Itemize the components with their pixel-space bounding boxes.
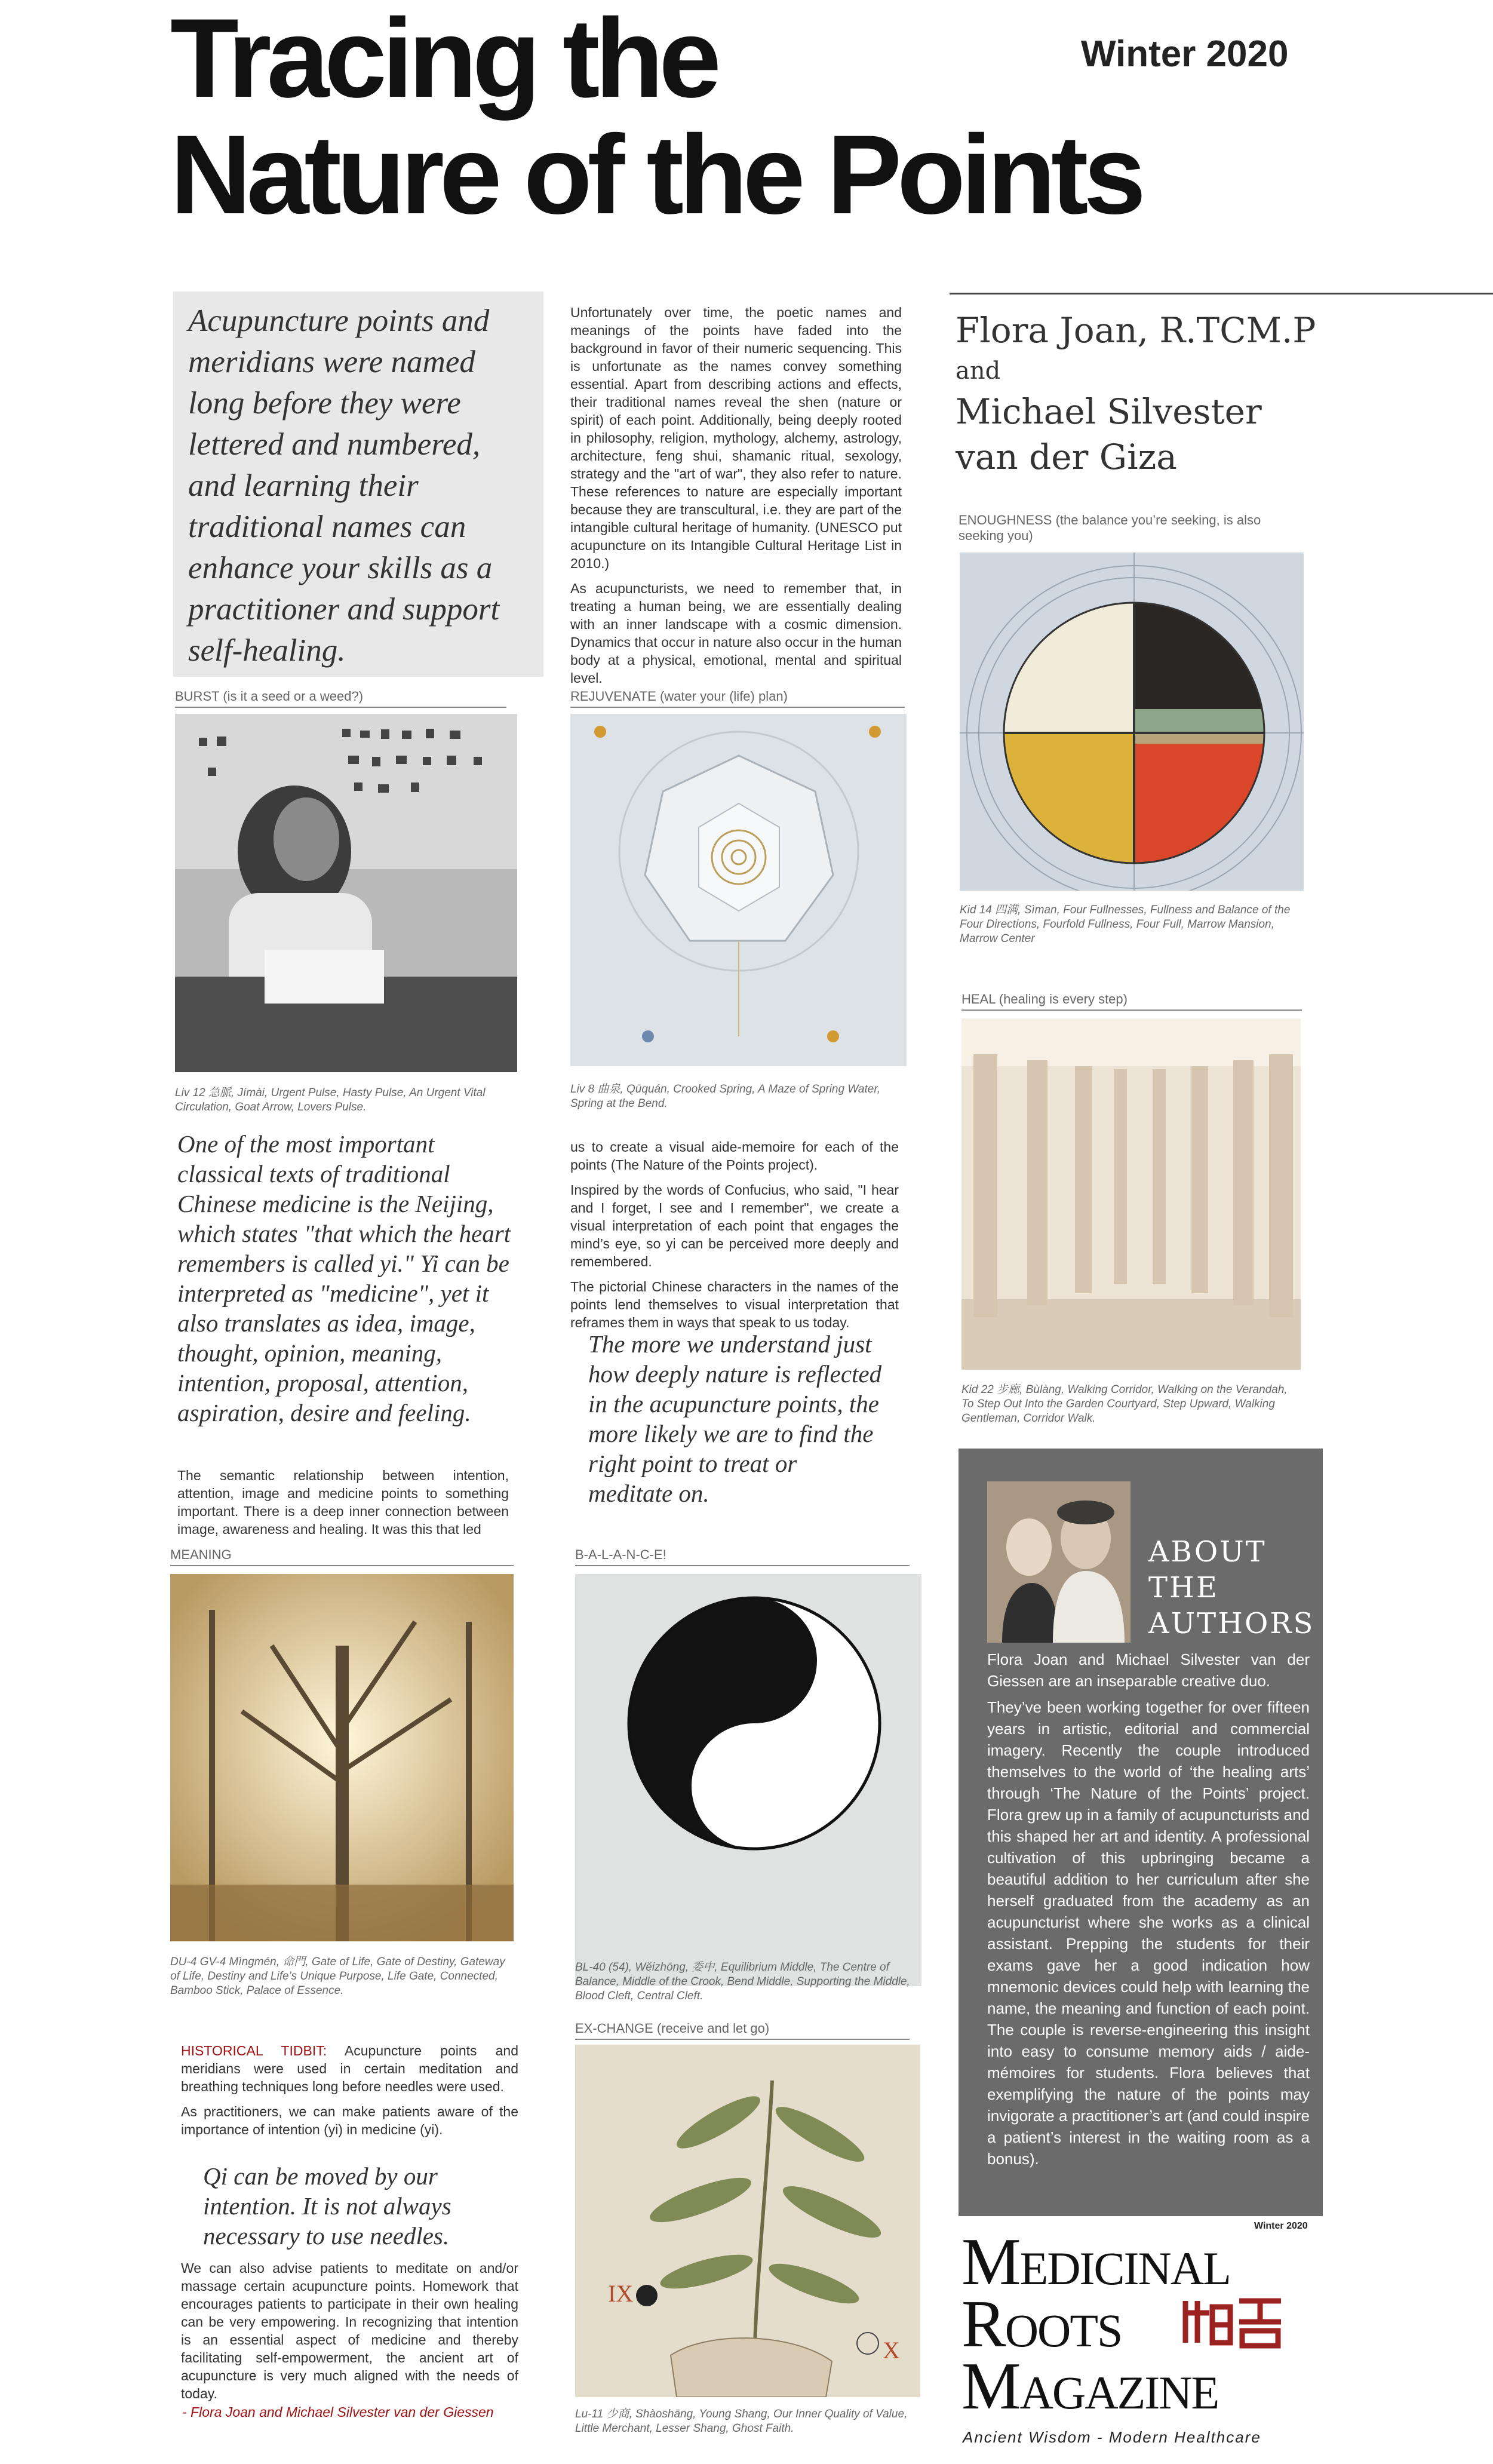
- paragraph: us to create a visual aide-memoire for each of the points (The Nature of the Points project).: [570, 1139, 899, 1173]
- logo-line-3: Magazine: [961, 2349, 1219, 2423]
- neijing-pull-quote: One of the most important classical texts of traditional Chinese medicine is the Neijing, which states "that which the heart remembers is called yi." Yi can be interpreted as "medicine", yet it also translates as idea, image, thought, opinion, meaning, intention, proposal, attention, aspiration, desire and feeling.: [177, 1130, 511, 1426]
- about-heading-line: ABOUT: [1148, 1535, 1267, 1569]
- tidbit-closing: [181, 2259, 518, 2410]
- author-and: and: [956, 357, 1001, 385]
- author-1-name: Flora Joan, R.TCM.P: [956, 310, 1316, 351]
- rejuvenate-artwork: [570, 714, 907, 1066]
- footer-issue: Winter 2020: [1254, 2221, 1308, 2231]
- tidbit-section: [181, 2042, 518, 2146]
- about-heading-line: THE: [1148, 1571, 1219, 1604]
- title-line-1: Tracing the: [170, 0, 717, 121]
- paragraph: We can also advise patients to meditate on and/or massage certain acupuncture points. Homework that encourages patients to participate in their own healing can be very empowering. In recognizing that intention is an essential aspect of medicine and thereby facilitating self-empowerment, the ancient art of acupuncture is very much aligned with the needs of today.: [181, 2260, 518, 2401]
- author-2-name-line1: Michael Silvester: [956, 391, 1262, 432]
- svg-text:IX: IX: [608, 2280, 634, 2307]
- logo-line-2: Roots: [961, 2287, 1122, 2361]
- column2-top-text: [570, 303, 902, 694]
- about-text: [987, 1649, 1310, 2174]
- figure-caption-rejuvenate: Liv 8 曲泉, Qūquán, Crooked Spring, A Maze of Spring Water, Spring at the Bend.: [570, 1083, 880, 1110]
- paragraph: Flora Joan and Michael Silvester van der Giessen are an inseparable creative duo.: [987, 1650, 1310, 1690]
- paragraph: As practitioners, we can make patients aware of the importance of intention (yi) in medicine (yi).: [181, 2104, 518, 2137]
- nature-pull-quote: The more we understand just how deeply nature is reflected in the acupuncture points, the more likely we are to find the right point to treat or meditate on.: [588, 1330, 882, 1507]
- paragraph: The pictorial Chinese characters in the names of the points lend themselves to visual interpretation that reframes them in ways that speak to us today.: [570, 1279, 899, 1330]
- meaning-photo: [170, 1574, 514, 1941]
- tidbit-pull-quote: Qi can be moved by our intention. It is not always necessary to use needles.: [203, 2162, 451, 2250]
- about-heading: [1148, 1534, 1314, 1641]
- about-heading-line: AUTHORS: [1148, 1607, 1315, 1640]
- exchange-artwork: [575, 2045, 920, 2397]
- chinese-seal-icon: [1179, 2295, 1287, 2349]
- authors-photo: [987, 1481, 1130, 1643]
- tidbit-paragraph: [181, 2042, 518, 2095]
- figure-head-meaning: MEANING: [170, 1547, 514, 1566]
- issue-label: Winter 2020: [1081, 33, 1289, 75]
- figure-caption-enoughness: Kid 14 四满, Sìman, Four Fullnesses, Fullness and Balance of the Four Directions, Fourfold Fullness, Four Full, Marrow Mansion, Marrow Center: [960, 904, 1291, 945]
- figure-caption-exchange: Lu-11 少商, Shàoshāng, Young Shang, Our Inner Quality of Value, Little Merchant, Lesser Shang, Ghost Faith.: [575, 2408, 908, 2435]
- intro-pull-quote-box: [173, 291, 543, 677]
- title-line-2: Nature of the Points: [170, 112, 1142, 237]
- intro-pull-quote: Acupuncture points and meridians were named long before they were lettered and numbered, and learning their traditional names can enhance your skills as a practitioner and support self-healing.: [188, 303, 500, 668]
- figure-head-enoughness: ENOUGHNESS (the balance you’re seeking, is also seeking you): [959, 513, 1261, 543]
- paragraph: Unfortunately over time, the poetic names and meanings of the points have faded into the background in favor of their numeric sequencing. This is unfortunate as the names convey something essential. Apart from describing actions and effects, their traditional names reveal the shen (nature or spirit) of each point. Additionally, being deeply rooted in philosophy, religion, mythology, alchemy, astrology, architecture, feng shui, shamanic ritual, sexology, strategy and the "art of war", they also refer to nature. These references to nature are especially important because they are transcultural, i.e. they are part of the intangible cultural heritage of humanity. (UNESCO put acupuncture on its Intangible Cultural Heritage List in 2010.): [570, 305, 902, 571]
- enoughness-artwork: [960, 553, 1304, 891]
- figure-head-balance: B-A-L-A-N-C-E!: [575, 1547, 910, 1566]
- heal-photo: [961, 1018, 1301, 1370]
- magazine-tagline: Ancient Wisdom - Modern Healthcare: [963, 2428, 1261, 2446]
- paragraph: They’ve been working together for over fifteen years in artistic, editorial and commercial imagery. Recently the couple introduced themselves to the world of ‘the healing arts’ through ‘The Nature of the Points’ project. Flora grew up in a family of acupuncturists and this shaped her art and identity. A professional cultivation of this upbringing became a beautiful addition to her curriculum after she herself graduated from the academy as an acupuncturist where she works as a clinical assistant. Prepping the students for their exams gave her a good indication how mnemonic devices could help with learning the name, the meaning and function of each point. The couple is reverse-engineering this insight into easy to consume memory aids / aide-mémoires for students. Flora believes that exemplifying the nature of the points may invigorate a practitioner’s art (and could inspire a patient’s interest in the waiting room as a bonus).: [987, 1698, 1310, 2168]
- tidbit-label: HISTORICAL TIDBIT:: [181, 2043, 327, 2058]
- about-authors-box: [959, 1449, 1323, 2216]
- header-rule: [950, 293, 1493, 294]
- tidbit-text: Acupuncture points and meridians were used in certain meditation and breathing techniques long before needles were used.: [181, 2043, 518, 2094]
- author-2-name-line2: van der Giza: [956, 437, 1177, 477]
- burst-photo: [175, 714, 517, 1072]
- balance-artwork: [575, 1574, 921, 1986]
- figure-caption-heal: Kid 22 步廊, Bùlàng, Walking Corridor, Walking on the Verandah, To Step Out Into the Garden Courtyard, Step Upward, Walking Gentleman, Corridor Walk.: [961, 1383, 1288, 1425]
- svg-text:X: X: [883, 2337, 900, 2364]
- paragraph: As acupuncturists, we need to remember that, in treating a human being, we are essentially dealing with an inner landscape with a cosmic dimension. Dynamics that occur in nature also occur in the human body at a physical, emotional, mental and spiritual level.: [570, 581, 902, 686]
- figure-head-rejuvenate: REJUVENATE (water your (life) plan): [570, 689, 905, 708]
- figure-caption-balance: BL-40 (54), Wěizhōng, 委中, Equilibrium Middle, The Centre of Balance, Middle of the Crook, Bend Middle, Supporting the Middle, Blood Cleft, Central Cleft.: [575, 1961, 910, 2002]
- author-names: [956, 308, 1326, 480]
- column2-mid-text: [570, 1138, 899, 1339]
- figure-caption-burst: Liv 12 急脈, Jímài, Urgent Pulse, Hasty Pulse, An Urgent Vital Circulation, Goat Arrow, Lovers Pulse.: [175, 1087, 486, 1113]
- figure-head-heal: HEAL (healing is every step): [961, 992, 1302, 1011]
- column1-mid-text: The semantic relationship between intention, attention, image and medicine points to something important. There is a deep inner connection between image, awareness and healing. It was this that led: [177, 1468, 509, 1537]
- figure-head-exchange: EX-CHANGE (receive and let go): [575, 2021, 910, 2040]
- signature: - Flora Joan and Michael Silvester van der Giessen: [182, 2404, 494, 2420]
- figure-head-burst: BURST (is it a seed or a weed?): [175, 689, 506, 708]
- figure-caption-meaning: DU-4 GV-4 Mìngmén, 命門, Gate of Life, Gate of Destiny, Gateway of Life, Destiny and Life’s Unique Purpose, Life Gate, Connected, Bamboo Stick, Palace of Essence.: [170, 1956, 505, 1997]
- paragraph: Inspired by the words of Confucius, who said, "I hear and I forget, I see and I remember", we create a visual interpretation of each point that engages the mind’s eye, so yi can be perceived more deeply and remembered.: [570, 1182, 899, 1269]
- logo-line-1: Medicinal: [961, 2225, 1230, 2299]
